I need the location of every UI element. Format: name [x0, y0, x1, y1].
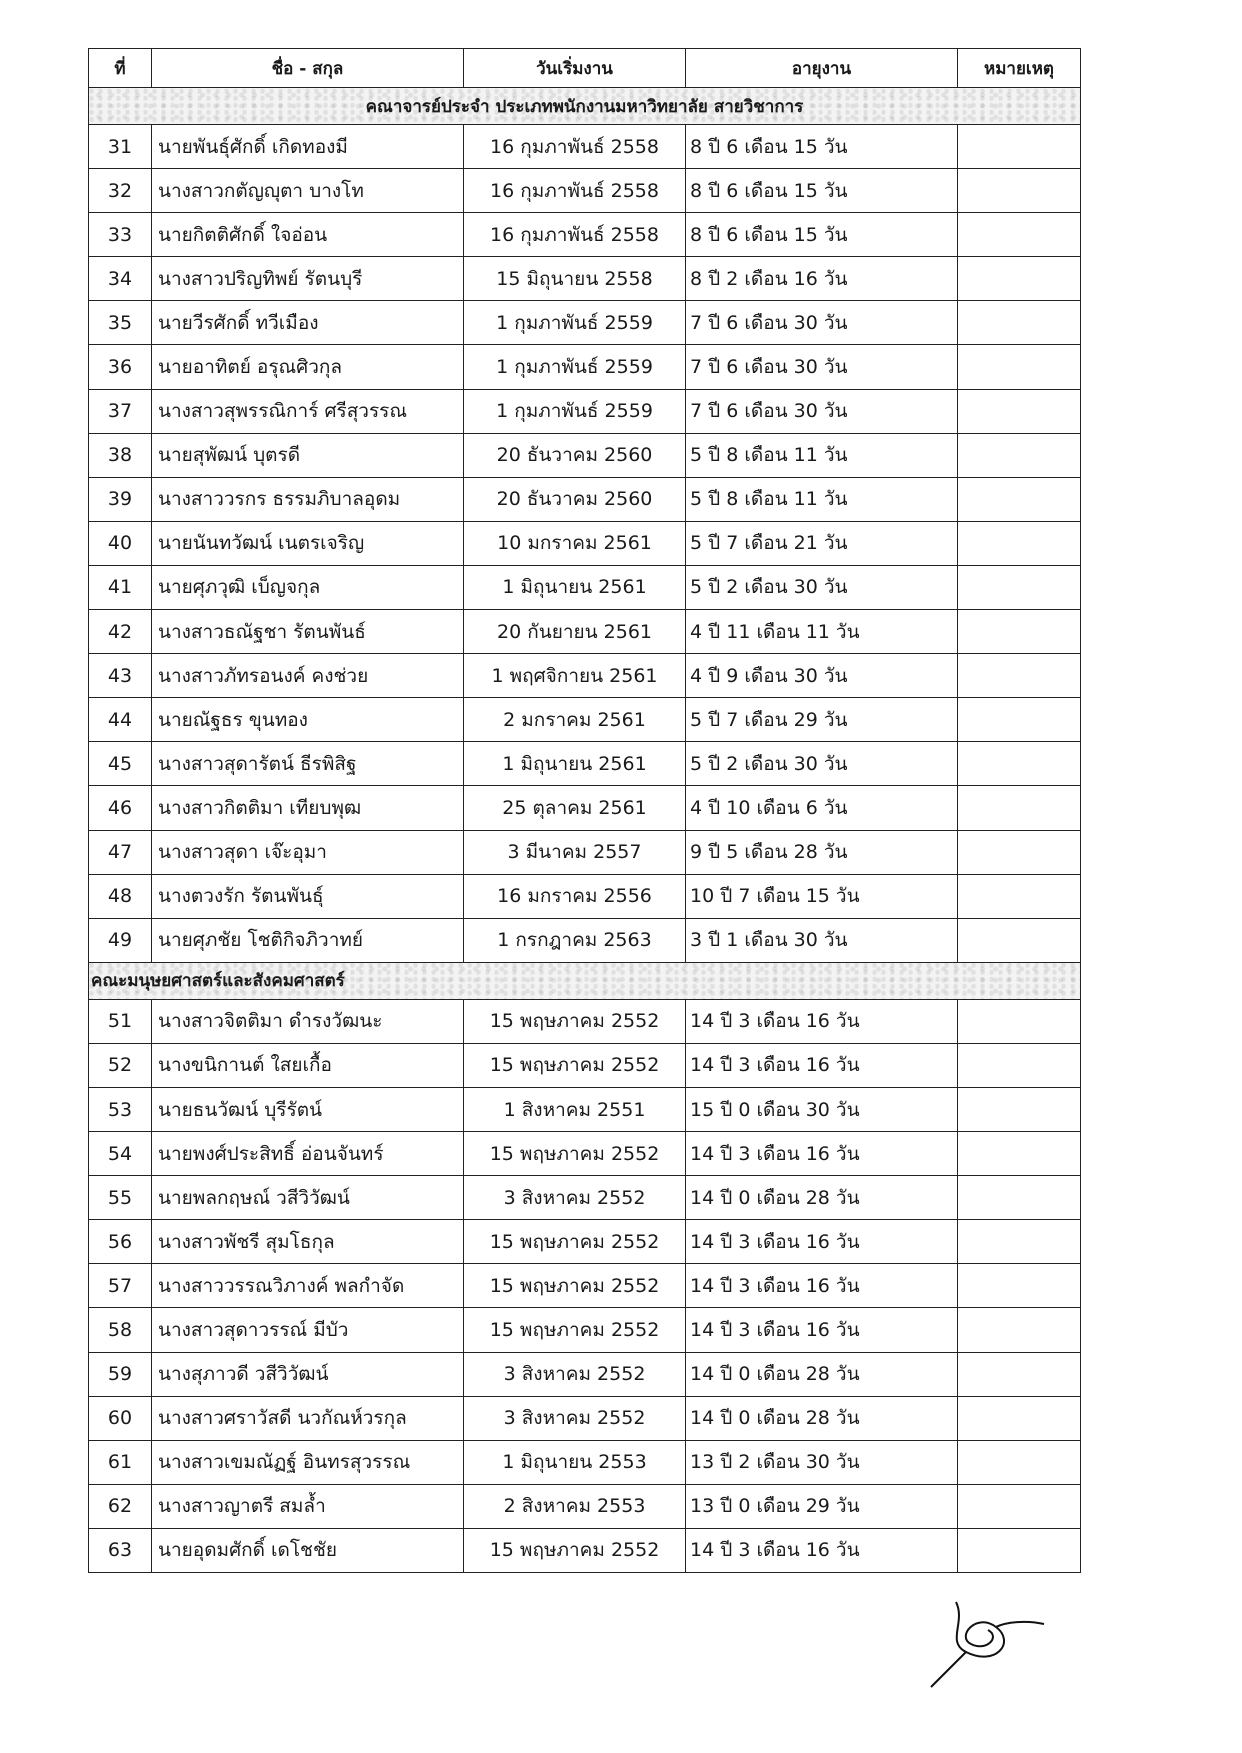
- employee-name: นางสาวจิตติมา ดำรงวัฒนะ: [152, 999, 464, 1043]
- employee-name: นางสาวศราวัสดี นวกัณห์วรกุล: [152, 1396, 464, 1440]
- table-row: [89, 301, 1081, 345]
- tenure: 14 ปี 3 เดือน 16 วัน: [686, 1043, 958, 1087]
- row-number: 33: [89, 213, 152, 257]
- note-cell: [958, 169, 1081, 213]
- row-number: 42: [89, 610, 152, 654]
- row-number: 58: [89, 1308, 152, 1352]
- staff-table: [88, 48, 1081, 1573]
- tenure: 14 ปี 3 เดือน 16 วัน: [686, 1528, 958, 1572]
- tenure: 4 ปี 9 เดือน 30 วัน: [686, 654, 958, 698]
- tenure: 8 ปี 2 เดือน 16 วัน: [686, 257, 958, 301]
- row-number: 57: [89, 1264, 152, 1308]
- tenure: 14 ปี 0 เดือน 28 วัน: [686, 1352, 958, 1396]
- start-date: 15 มิถุนายน 2558: [464, 257, 686, 301]
- table-row: [89, 125, 1081, 169]
- start-date: 1 มิถุนายน 2561: [464, 565, 686, 609]
- employee-name: นางสาวกตัญญุตา บางโท: [152, 169, 464, 213]
- note-cell: [958, 830, 1081, 874]
- start-date: 20 ธันวาคม 2560: [464, 433, 686, 477]
- start-date: 1 สิงหาคม 2551: [464, 1087, 686, 1131]
- row-number: 56: [89, 1220, 152, 1264]
- table-row: [89, 1528, 1081, 1572]
- employee-name: นางสาวสุดาวรรณ์ มีบัว: [152, 1308, 464, 1352]
- table-row: [89, 1484, 1081, 1528]
- tenure: 10 ปี 7 เดือน 15 วัน: [686, 874, 958, 918]
- start-date: 15 พฤษภาคม 2552: [464, 1132, 686, 1176]
- row-number: 53: [89, 1087, 152, 1131]
- tenure: 4 ปี 10 เดือน 6 วัน: [686, 786, 958, 830]
- table-row: [89, 1132, 1081, 1176]
- tenure: 3 ปี 1 เดือน 30 วัน: [686, 918, 958, 962]
- row-number: 63: [89, 1528, 152, 1572]
- tenure: 5 ปี 8 เดือน 11 วัน: [686, 433, 958, 477]
- note-cell: [958, 610, 1081, 654]
- start-date: 10 มกราคม 2561: [464, 521, 686, 565]
- note-cell: [958, 433, 1081, 477]
- start-date: 15 พฤษภาคม 2552: [464, 1308, 686, 1352]
- employee-name: นางสาวธณัฐชา รัตนพันธ์: [152, 610, 464, 654]
- note-cell: [958, 742, 1081, 786]
- note-cell: [958, 1264, 1081, 1308]
- tenure: 5 ปี 7 เดือน 29 วัน: [686, 698, 958, 742]
- table-row: [89, 521, 1081, 565]
- start-date: 2 สิงหาคม 2553: [464, 1484, 686, 1528]
- row-number: 48: [89, 874, 152, 918]
- section-title-faculty: คณะมนุษยศาสตร์และสังคมศาสตร์: [89, 962, 1081, 999]
- note-cell: [958, 918, 1081, 962]
- start-date: 15 พฤษภาคม 2552: [464, 1220, 686, 1264]
- start-date: 1 มิถุนายน 2561: [464, 742, 686, 786]
- table-row: [89, 1220, 1081, 1264]
- employee-name: นายธนวัฒน์ บุรีรัตน์: [152, 1087, 464, 1131]
- table-row: [89, 698, 1081, 742]
- row-number: 59: [89, 1352, 152, 1396]
- table-row: [89, 389, 1081, 433]
- employee-name: นายกิตติศักดิ์ ใจอ่อน: [152, 213, 464, 257]
- table-row: [89, 918, 1081, 962]
- row-number: 31: [89, 125, 152, 169]
- tenure: 14 ปี 0 เดือน 28 วัน: [686, 1396, 958, 1440]
- employee-name: นางตวงรัก รัตนพันธุ์: [152, 874, 464, 918]
- tenure: 13 ปี 2 เดือน 30 วัน: [686, 1440, 958, 1484]
- tenure: 14 ปี 0 เดือน 28 วัน: [686, 1176, 958, 1220]
- start-date: 1 มิถุนายน 2553: [464, 1440, 686, 1484]
- start-date: 16 กุมภาพันธ์ 2558: [464, 169, 686, 213]
- note-cell: [958, 1484, 1081, 1528]
- tenure: 14 ปี 3 เดือน 16 วัน: [686, 1264, 958, 1308]
- section-row: [89, 962, 1081, 999]
- tenure: 9 ปี 5 เดือน 28 วัน: [686, 830, 958, 874]
- table-row: [89, 433, 1081, 477]
- row-number: 60: [89, 1396, 152, 1440]
- employee-name: นายศุภวุฒิ เบ็ญจกุล: [152, 565, 464, 609]
- employee-name: นางสาวเขมณัฏฐ์ อินทรสุวรรณ: [152, 1440, 464, 1484]
- tenure: 13 ปี 0 เดือน 29 วัน: [686, 1484, 958, 1528]
- header-row: [89, 49, 1081, 88]
- tenure: 14 ปี 3 เดือน 16 วัน: [686, 999, 958, 1043]
- employee-name: นางสาวสุดา เจ๊ะอุมา: [152, 830, 464, 874]
- note-cell: [958, 1043, 1081, 1087]
- tenure: 8 ปี 6 เดือน 15 วัน: [686, 125, 958, 169]
- tenure: 5 ปี 2 เดือน 30 วัน: [686, 565, 958, 609]
- note-cell: [958, 874, 1081, 918]
- note-cell: [958, 1176, 1081, 1220]
- start-date: 1 กรกฎาคม 2563: [464, 918, 686, 962]
- start-date: 1 พฤศจิกายน 2561: [464, 654, 686, 698]
- employee-name: นายพงศ์ประสิทธิ์ อ่อนจันทร์: [152, 1132, 464, 1176]
- employee-name: นายพันธุ์ศักดิ์ เกิดทองมี: [152, 125, 464, 169]
- row-number: 41: [89, 565, 152, 609]
- table-row: [89, 654, 1081, 698]
- employee-name: นางสาวปริญทิพย์ รัตนบุรี: [152, 257, 464, 301]
- table-row: [89, 786, 1081, 830]
- start-date: 20 กันยายน 2561: [464, 610, 686, 654]
- tenure: 7 ปี 6 เดือน 30 วัน: [686, 301, 958, 345]
- tenure: 8 ปี 6 เดือน 15 วัน: [686, 169, 958, 213]
- row-number: 34: [89, 257, 152, 301]
- employee-name: นายพลกฤษณ์ วสีวิวัฒน์: [152, 1176, 464, 1220]
- employee-name: นางสาวญาตรี สมล้ำ: [152, 1484, 464, 1528]
- start-date: 3 สิงหาคม 2552: [464, 1176, 686, 1220]
- note-cell: [958, 1132, 1081, 1176]
- note-cell: [958, 301, 1081, 345]
- employee-name: นางสาวกิตติมา เทียบพุฒ: [152, 786, 464, 830]
- note-cell: [958, 213, 1081, 257]
- table-row: [89, 1396, 1081, 1440]
- row-number: 44: [89, 698, 152, 742]
- tenure: 5 ปี 7 เดือน 21 วัน: [686, 521, 958, 565]
- table-row: [89, 830, 1081, 874]
- section-row: [89, 88, 1081, 125]
- tenure: 14 ปี 3 เดือน 16 วัน: [686, 1132, 958, 1176]
- table-row: [89, 610, 1081, 654]
- table-row: [89, 1308, 1081, 1352]
- row-number: 45: [89, 742, 152, 786]
- start-date: 1 กุมภาพันธ์ 2559: [464, 345, 686, 389]
- row-number: 61: [89, 1440, 152, 1484]
- row-number: 47: [89, 830, 152, 874]
- start-date: 20 ธันวาคม 2560: [464, 477, 686, 521]
- row-number: 38: [89, 433, 152, 477]
- row-number: 35: [89, 301, 152, 345]
- employee-name: นางสุภาวดี วสีวิวัฒน์: [152, 1352, 464, 1396]
- note-cell: [958, 1220, 1081, 1264]
- tenure: 14 ปี 3 เดือน 16 วัน: [686, 1220, 958, 1264]
- row-number: 40: [89, 521, 152, 565]
- note-cell: [958, 1352, 1081, 1396]
- note-cell: [958, 698, 1081, 742]
- tenure: 15 ปี 0 เดือน 30 วัน: [686, 1087, 958, 1131]
- start-date: 16 มกราคม 2556: [464, 874, 686, 918]
- header-note: หมายเหตุ: [958, 49, 1081, 88]
- employee-name: นางสาววรกร ธรรมภิบาลอุดม: [152, 477, 464, 521]
- note-cell: [958, 1396, 1081, 1440]
- employee-name: นางสาวสุดารัตน์ ธีรพิสิฐ: [152, 742, 464, 786]
- tenure: 7 ปี 6 เดือน 30 วัน: [686, 389, 958, 433]
- start-date: 15 พฤษภาคม 2552: [464, 1043, 686, 1087]
- start-date: 15 พฤษภาคม 2552: [464, 1528, 686, 1572]
- start-date: 16 กุมภาพันธ์ 2558: [464, 125, 686, 169]
- header-no: ที่: [89, 49, 152, 88]
- row-number: 49: [89, 918, 152, 962]
- employee-name: นางสาววรรณวิภางค์ พลกำจัด: [152, 1264, 464, 1308]
- table-row: [89, 1176, 1081, 1220]
- employee-name: นายศุภชัย โชติกิจภิวาทย์: [152, 918, 464, 962]
- note-cell: [958, 565, 1081, 609]
- table-row: [89, 565, 1081, 609]
- start-date: 15 พฤษภาคม 2552: [464, 1264, 686, 1308]
- start-date: 15 พฤษภาคม 2552: [464, 999, 686, 1043]
- table-row: [89, 1352, 1081, 1396]
- note-cell: [958, 786, 1081, 830]
- header-name: ชื่อ - สกุล: [152, 49, 464, 88]
- row-number: 36: [89, 345, 152, 389]
- tenure: 5 ปี 2 เดือน 30 วัน: [686, 742, 958, 786]
- row-number: 37: [89, 389, 152, 433]
- employee-name: นางขนิกานต์ ใสยเกื้อ: [152, 1043, 464, 1087]
- start-date: 3 มีนาคม 2557: [464, 830, 686, 874]
- start-date: 25 ตุลาคม 2561: [464, 786, 686, 830]
- table-row: [89, 213, 1081, 257]
- table-row: [89, 257, 1081, 301]
- employee-name: นายนันทวัฒน์ เนตรเจริญ: [152, 521, 464, 565]
- row-number: 39: [89, 477, 152, 521]
- row-number: 43: [89, 654, 152, 698]
- note-cell: [958, 654, 1081, 698]
- header-tenure: อายุงาน: [686, 49, 958, 88]
- table-row: [89, 999, 1081, 1043]
- note-cell: [958, 1528, 1081, 1572]
- note-cell: [958, 999, 1081, 1043]
- tenure: 14 ปี 3 เดือน 16 วัน: [686, 1308, 958, 1352]
- tenure: 7 ปี 6 เดือน 30 วัน: [686, 345, 958, 389]
- note-cell: [958, 389, 1081, 433]
- signature: [926, 1582, 1046, 1692]
- row-number: 52: [89, 1043, 152, 1087]
- table-row: [89, 742, 1081, 786]
- tenure: 8 ปี 6 เดือน 15 วัน: [686, 213, 958, 257]
- start-date: 2 มกราคม 2561: [464, 698, 686, 742]
- employee-name: นายอุดมศักดิ์ เดโชชัย: [152, 1528, 464, 1572]
- row-number: 46: [89, 786, 152, 830]
- row-number: 55: [89, 1176, 152, 1220]
- row-number: 62: [89, 1484, 152, 1528]
- row-number: 32: [89, 169, 152, 213]
- note-cell: [958, 125, 1081, 169]
- employee-name: นางสาวพัชรี สุมโธกุล: [152, 1220, 464, 1264]
- employee-name: นายณัฐธร ขุนทอง: [152, 698, 464, 742]
- table-row: [89, 874, 1081, 918]
- table-row: [89, 477, 1081, 521]
- table-row: [89, 345, 1081, 389]
- employee-name: นายวีรศักดิ์ ทวีเมือง: [152, 301, 464, 345]
- row-number: 51: [89, 999, 152, 1043]
- note-cell: [958, 1440, 1081, 1484]
- start-date: 1 กุมภาพันธ์ 2559: [464, 389, 686, 433]
- employee-name: นายอาทิตย์ อรุณศิวกุล: [152, 345, 464, 389]
- row-number: 54: [89, 1132, 152, 1176]
- table-row: [89, 169, 1081, 213]
- note-cell: [958, 477, 1081, 521]
- table-row: [89, 1043, 1081, 1087]
- table-row: [89, 1440, 1081, 1484]
- start-date: 3 สิงหาคม 2552: [464, 1352, 686, 1396]
- section-title-academic: คณาจารย์ประจำ ประเภทพนักงานมหาวิทยาลัย สายวิชาการ: [89, 88, 1081, 125]
- employee-name: นางสาวภัทรอนงค์ คงช่วย: [152, 654, 464, 698]
- start-date: 3 สิงหาคม 2552: [464, 1396, 686, 1440]
- employee-name: นางสาวสุพรรณิการ์ ศรีสุวรรณ: [152, 389, 464, 433]
- employee-name: นายสุพัฒน์ บุตรดี: [152, 433, 464, 477]
- note-cell: [958, 1308, 1081, 1352]
- note-cell: [958, 345, 1081, 389]
- header-start-date: วันเริ่มงาน: [464, 49, 686, 88]
- table-row: [89, 1087, 1081, 1131]
- table-row: [89, 1264, 1081, 1308]
- note-cell: [958, 257, 1081, 301]
- note-cell: [958, 521, 1081, 565]
- start-date: 1 กุมภาพันธ์ 2559: [464, 301, 686, 345]
- start-date: 16 กุมภาพันธ์ 2558: [464, 213, 686, 257]
- tenure: 5 ปี 8 เดือน 11 วัน: [686, 477, 958, 521]
- tenure: 4 ปี 11 เดือน 11 วัน: [686, 610, 958, 654]
- note-cell: [958, 1087, 1081, 1131]
